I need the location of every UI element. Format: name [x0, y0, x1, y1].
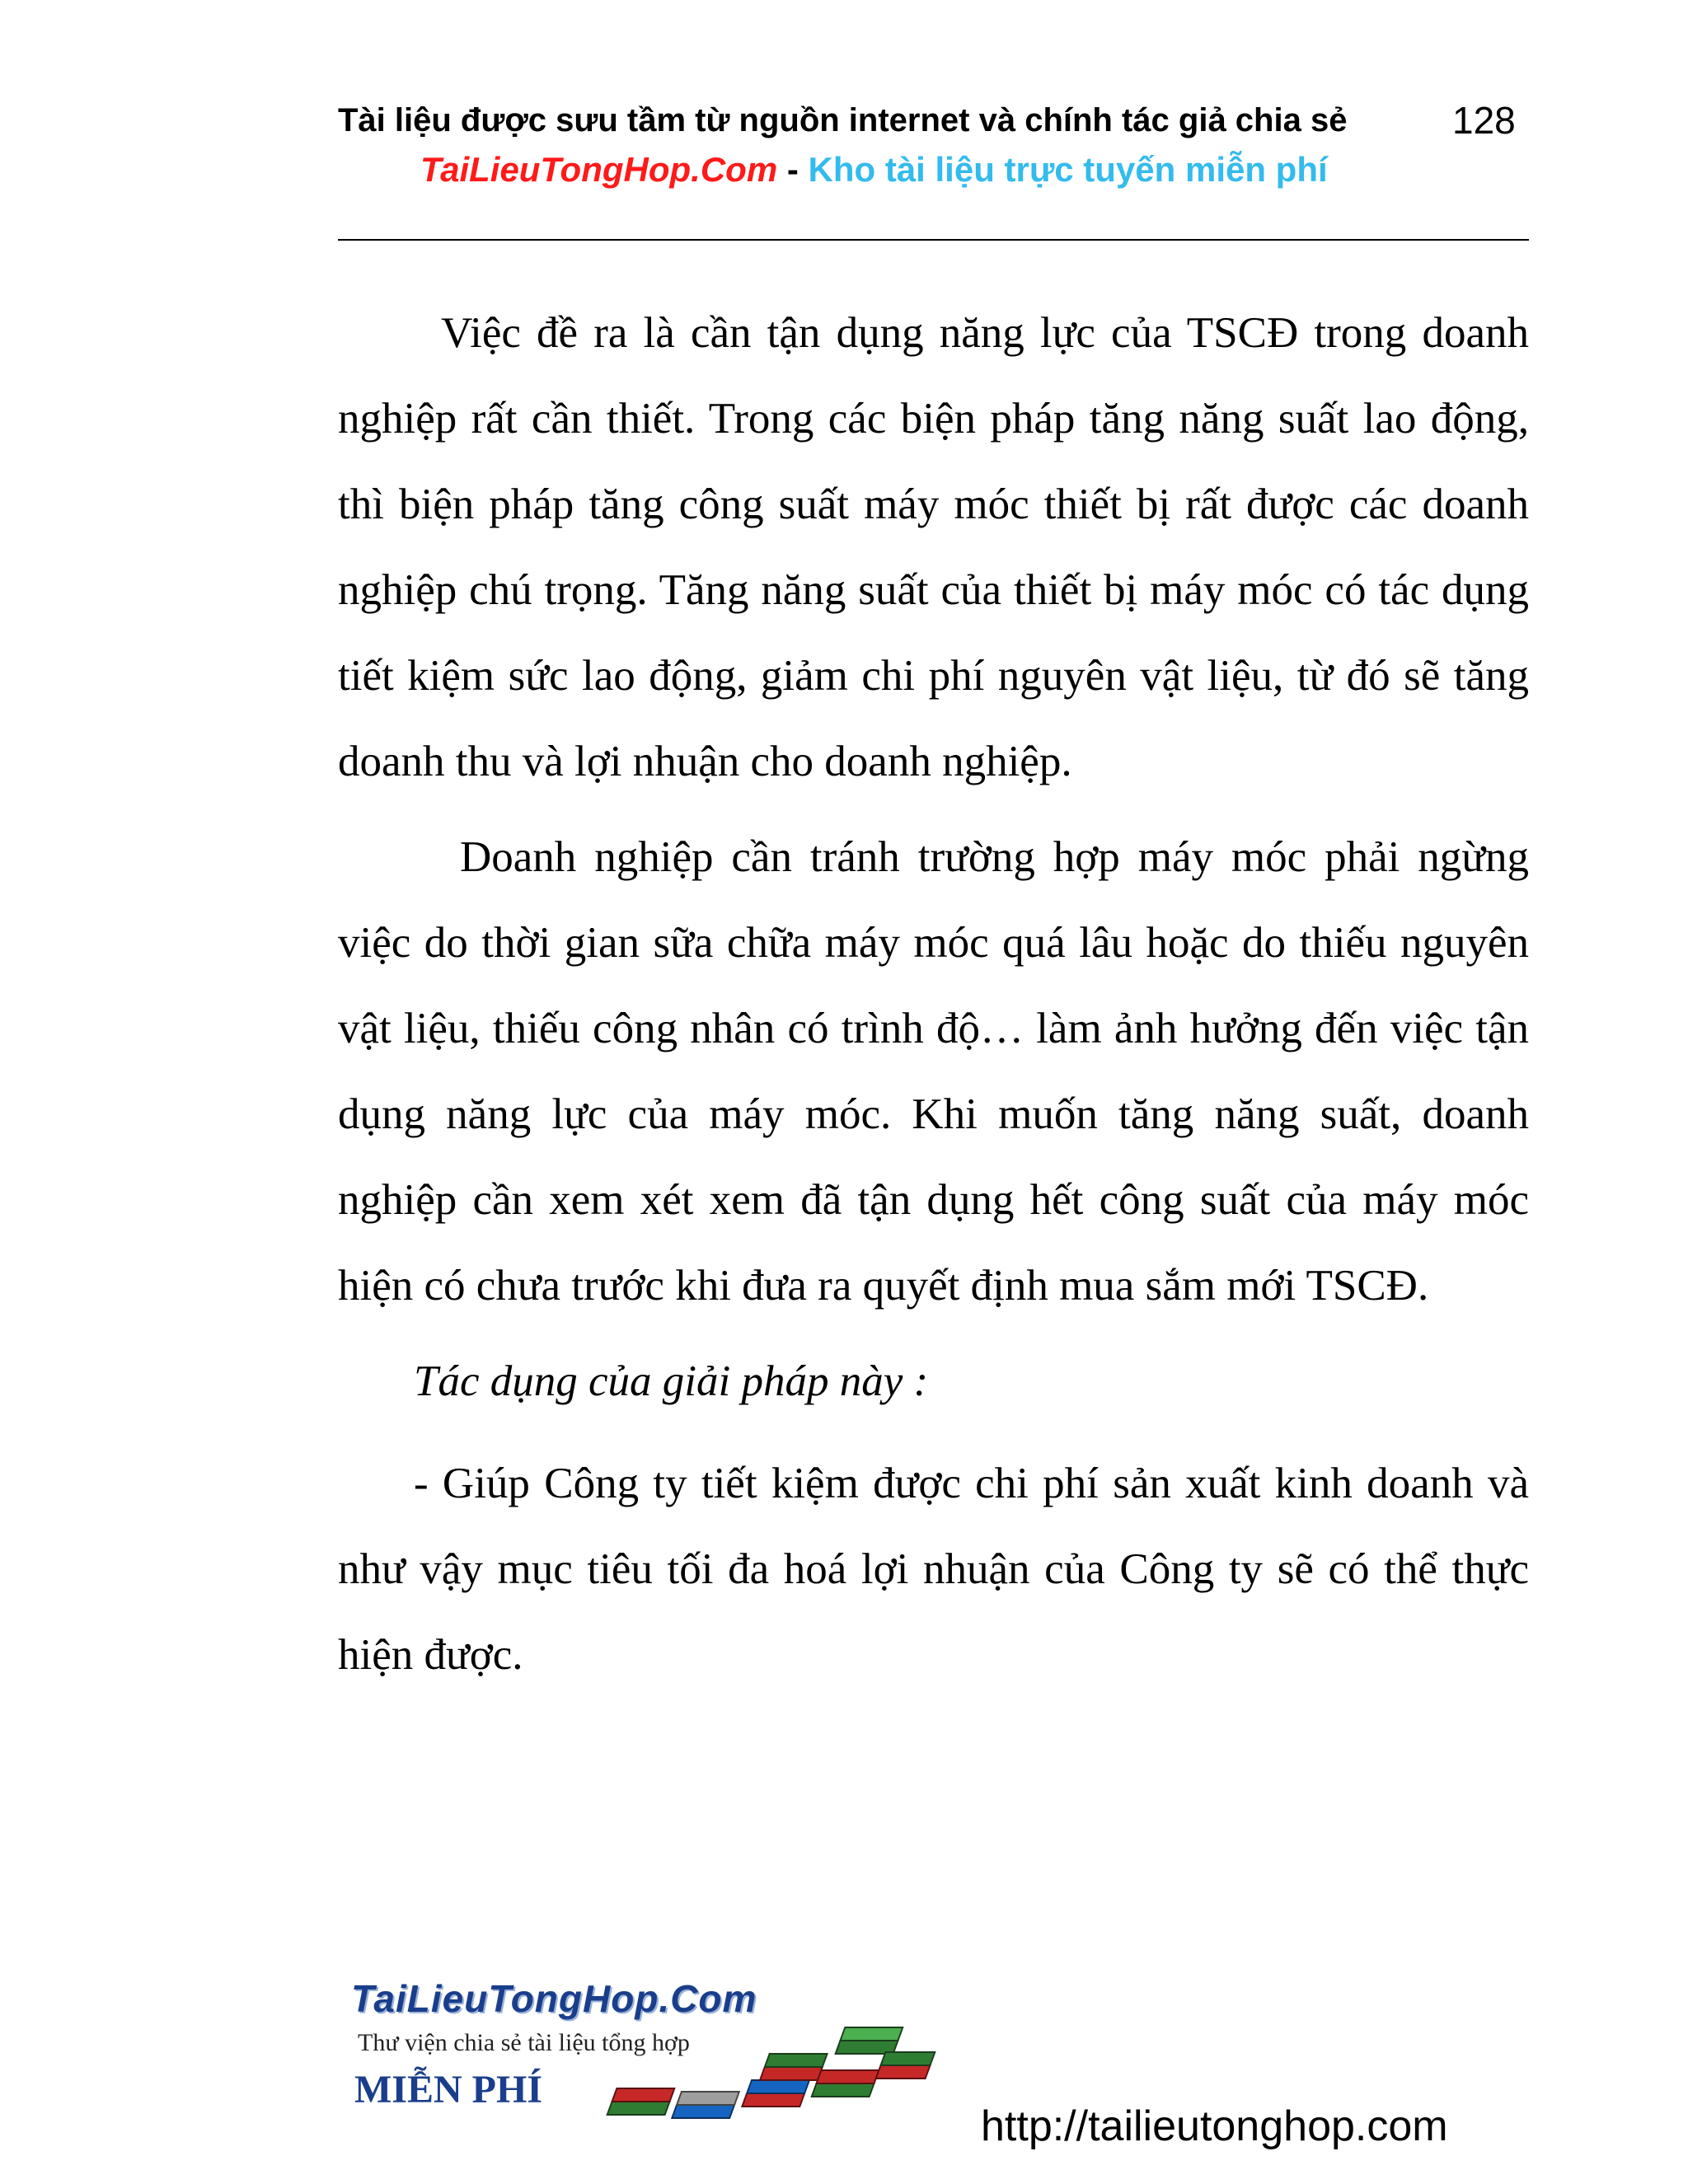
header-separator: -	[786, 150, 799, 189]
body-paragraph-1: Việc đề ra là cần tận dụng năng lực của TSCĐ trong doanh nghiệp rất cần thiết. Trong các biện pháp tăng năng suất lao động, thì biện pháp tăng công suất máy móc thiết bị rất được các doanh nghiệp chú trọng. Tăng năng suất của thiết bị máy móc có tác dụng tiết kiệm sức lao động, giảm chi phí nguyên vật liệu, từ đó sẽ tăng doanh thu và lợi nhuận cho doanh nghiệp.	[338, 309, 1529, 785]
header-tagline: Kho tài liệu trực tuyến miễn phí	[808, 150, 1328, 189]
logo-free-text: MIỄN PHÍ	[354, 2068, 542, 2111]
books-stack-icon	[590, 2026, 969, 2133]
body-paragraph-2: Doanh nghiệp cần tránh trường hợp máy móc phải ngừng việc do thời gian sữa chữa máy móc quá lâu hoặc do thiếu nguyên vật liệu, thiếu công nhân có trình độ… làm ảnh hưởng đến việc tận dụng năng lực của máy móc. Khi muốn tăng năng suất, doanh nghiệp cần xem xét xem đã tận dụng hết công suất của máy móc hiện có chưa trước khi đưa ra quyết định mua sắm mới TSCĐ.	[338, 833, 1529, 1310]
logo-tagline: Thư viện chia sẻ tài liệu tổng hợp	[358, 2029, 690, 2056]
page-number: 128	[1452, 99, 1516, 142]
footer-url-link[interactable]: http://tailieutonghop.com	[981, 2102, 1448, 2150]
effect-bullet-1: - Giúp Công ty tiết kiệm được chi phí sản xuất kinh doanh và như vậy mục tiêu tối đa hoá lợi nhuận của Công ty sẽ có thể thực hiện được.	[338, 1460, 1529, 1679]
solution-effect-heading: Tác dụng của giải pháp này :	[414, 1357, 929, 1405]
page-header	[338, 97, 1529, 189]
header-divider	[338, 239, 1529, 241]
header-source-note: Tài liệu được sưu tầm từ nguồn internet và chính tác giả chia sẻ	[338, 102, 1348, 138]
document-body	[338, 290, 1529, 1698]
logo-title: TaiLieuTongHop.Com	[351, 1977, 757, 2020]
header-site-line	[420, 147, 1328, 193]
footer-logo[interactable]	[343, 1976, 969, 2133]
header-site-name[interactable]: TaiLieuTongHop.Com	[420, 150, 778, 189]
